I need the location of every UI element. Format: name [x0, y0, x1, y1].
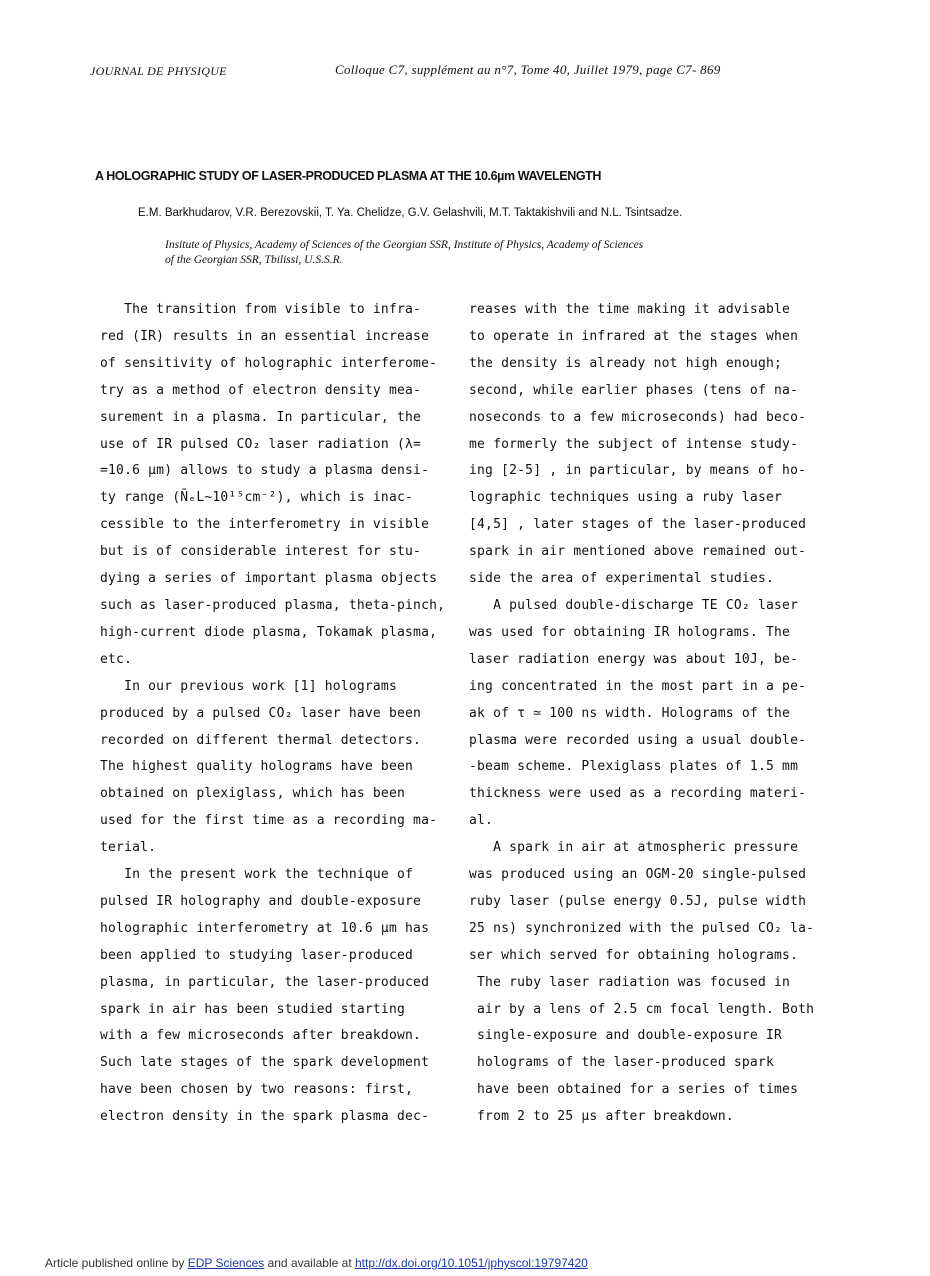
- text-line: plasma were recorded using a usual double-: [469, 732, 807, 748]
- text-line: Such late stages of the spark development: [100, 1055, 430, 1071]
- text-line: obtained on plexiglass, which has been: [100, 786, 406, 802]
- doi-link[interactable]: http://dx.doi.org/10.1051/jphyscol:19797420: [354, 1256, 588, 1270]
- text-line: been applied to studying laser-produced: [100, 947, 414, 963]
- text-line: laser radiation energy was about 10J, be-: [469, 651, 799, 667]
- text-line: was produced using an OGM-20 single-pulsed: [469, 867, 807, 883]
- text-line: al.: [469, 813, 494, 829]
- right-text-column: [469, 297, 849, 1131]
- publisher-link[interactable]: EDP Sciences: [187, 1256, 265, 1270]
- text-line: side the area of experimental studies.: [469, 571, 775, 587]
- affiliation: [165, 238, 885, 268]
- text-line: have been obtained for a series of times: [469, 1082, 799, 1098]
- text-line: second, while earlier phases (tens of na-: [469, 382, 799, 398]
- text-line: holographic interferometry at 10.6 µm has: [100, 920, 430, 936]
- text-line: was used for obtaining IR holograms. The: [469, 624, 791, 640]
- affiliation-line: Insitute of Physics, Academy of Sciences of the Georgian SSR, Institute of Physics, Academy of Sciences: [165, 239, 644, 251]
- text-line: produced by a pulsed CO₂ laser have been: [100, 705, 422, 721]
- text-line: such as laser-produced plasma, theta-pinch,: [100, 597, 446, 613]
- text-line: ak of τ ≃ 100 ns width. Holograms of the: [469, 705, 791, 721]
- text-line: terial.: [100, 840, 157, 856]
- text-line: the density is already not high enough;: [469, 355, 783, 371]
- text-line: 25 ns) synchronized with the pulsed CO₂ la-: [469, 920, 815, 936]
- text-line: of sensitivity of holographic interferome-: [100, 355, 438, 371]
- text-line: have been chosen by two reasons: first,: [100, 1082, 414, 1098]
- text-line: from 2 to 25 µs after breakdown.: [469, 1109, 734, 1125]
- footer-middle: and available at: [264, 1256, 355, 1270]
- text-line: In our previous work [1] holograms: [100, 678, 397, 694]
- text-line: high-current diode plasma, Tokamak plasma,: [100, 624, 438, 640]
- text-line: lographic techniques using a ruby laser: [469, 490, 783, 506]
- text-line: ser which served for obtaining holograms.: [469, 947, 799, 963]
- text-line: cessible to the interferometry in visible: [100, 517, 430, 533]
- text-line: noseconds to a few microseconds) had beco-: [469, 409, 807, 425]
- text-line: The transition from visible to infra-: [100, 302, 422, 317]
- text-line: =10.6 µm) allows to study a plasma densi-: [100, 463, 430, 479]
- text-line: electron density in the spark plasma dec-: [100, 1109, 430, 1125]
- text-line: -beam scheme. Plexiglass plates of 1.5 mm: [469, 759, 799, 775]
- journal-name: JOURNAL DE PHYSIQUE: [90, 64, 227, 78]
- footer-prefix: Article published online by: [45, 1256, 188, 1270]
- text-line: me formerly the subject of intense study-: [469, 436, 799, 452]
- text-line: surement in a plasma. In particular, the: [100, 409, 422, 425]
- text-line: but is of considerable interest for stu-: [100, 544, 422, 560]
- text-line: air by a lens of 2.5 cm focal length. Both: [469, 1001, 815, 1017]
- text-line: A spark in air at atmospheric pressure: [469, 840, 799, 856]
- text-line: The ruby laser radiation was focused in: [469, 974, 791, 990]
- text-line: ty range (N̄ₑL~10¹⁵cm⁻²), which is inac-: [100, 490, 414, 506]
- text-line: try as a method of electron density mea-: [100, 382, 422, 398]
- publication-footer: [45, 1256, 588, 1270]
- text-line: thickness were used as a recording materi-: [469, 786, 807, 802]
- text-line: holograms of the laser-produced spark: [469, 1055, 775, 1071]
- text-line: with a few microseconds after breakdown.: [100, 1028, 422, 1044]
- text-line: used for the first time as a recording ma-: [100, 813, 438, 829]
- text-line: ruby laser (pulse energy 0.5J, pulse width: [469, 893, 807, 909]
- text-line: In the present work the technique of: [100, 867, 414, 883]
- text-line: dying a series of important plasma objects: [100, 571, 438, 587]
- text-line: [4,5] , later stages of the laser-produced: [469, 517, 807, 533]
- text-line: recorded on different thermal detectors.: [100, 732, 422, 748]
- text-line: use of IR pulsed CO₂ laser radiation (λ=: [100, 436, 422, 452]
- text-line: pulsed IR holography and double-exposure: [100, 893, 422, 909]
- text-line: ing [2-5] , in particular, by means of ho-: [469, 463, 807, 479]
- text-line: The highest quality holograms have been: [100, 759, 414, 775]
- author-list: E.M. Barkhudarov, V.R. Berezovskii, T. Ya. Chelidze, G.V. Gelashvili, M.T. Taktakishvili and N.L. Tsintsadze.: [138, 207, 683, 219]
- left-text-column: [100, 297, 460, 1131]
- text-line: A pulsed double-discharge TE CO₂ laser: [469, 597, 799, 613]
- issue-reference: Colloque C7, supplément au n°7, Tome 40, Juillet 1979, page C7- 869: [335, 62, 721, 77]
- affiliation-line: of the Georgian SSR, Tbilissi, U.S.S.R.: [165, 254, 343, 266]
- paper-title: A HOLOGRAPHIC STUDY OF LASER-PRODUCED PLASMA AT THE 10.6µm WAVELENGTH: [95, 169, 602, 183]
- text-line: to operate in infrared at the stages when: [469, 328, 799, 344]
- text-line: red (IR) results in an essential increase: [100, 328, 430, 344]
- text-line: spark in air mentioned above remained out-: [469, 544, 807, 560]
- text-line: spark in air has been studied starting: [100, 1001, 406, 1017]
- text-line: plasma, in particular, the laser-produced: [100, 974, 430, 990]
- text-line: reases with the time making it advisable: [469, 302, 791, 317]
- text-line: ing concentrated in the most part in a pe-: [469, 678, 807, 694]
- text-line: etc.: [100, 651, 133, 667]
- text-line: single-exposure and double-exposure IR: [469, 1028, 783, 1044]
